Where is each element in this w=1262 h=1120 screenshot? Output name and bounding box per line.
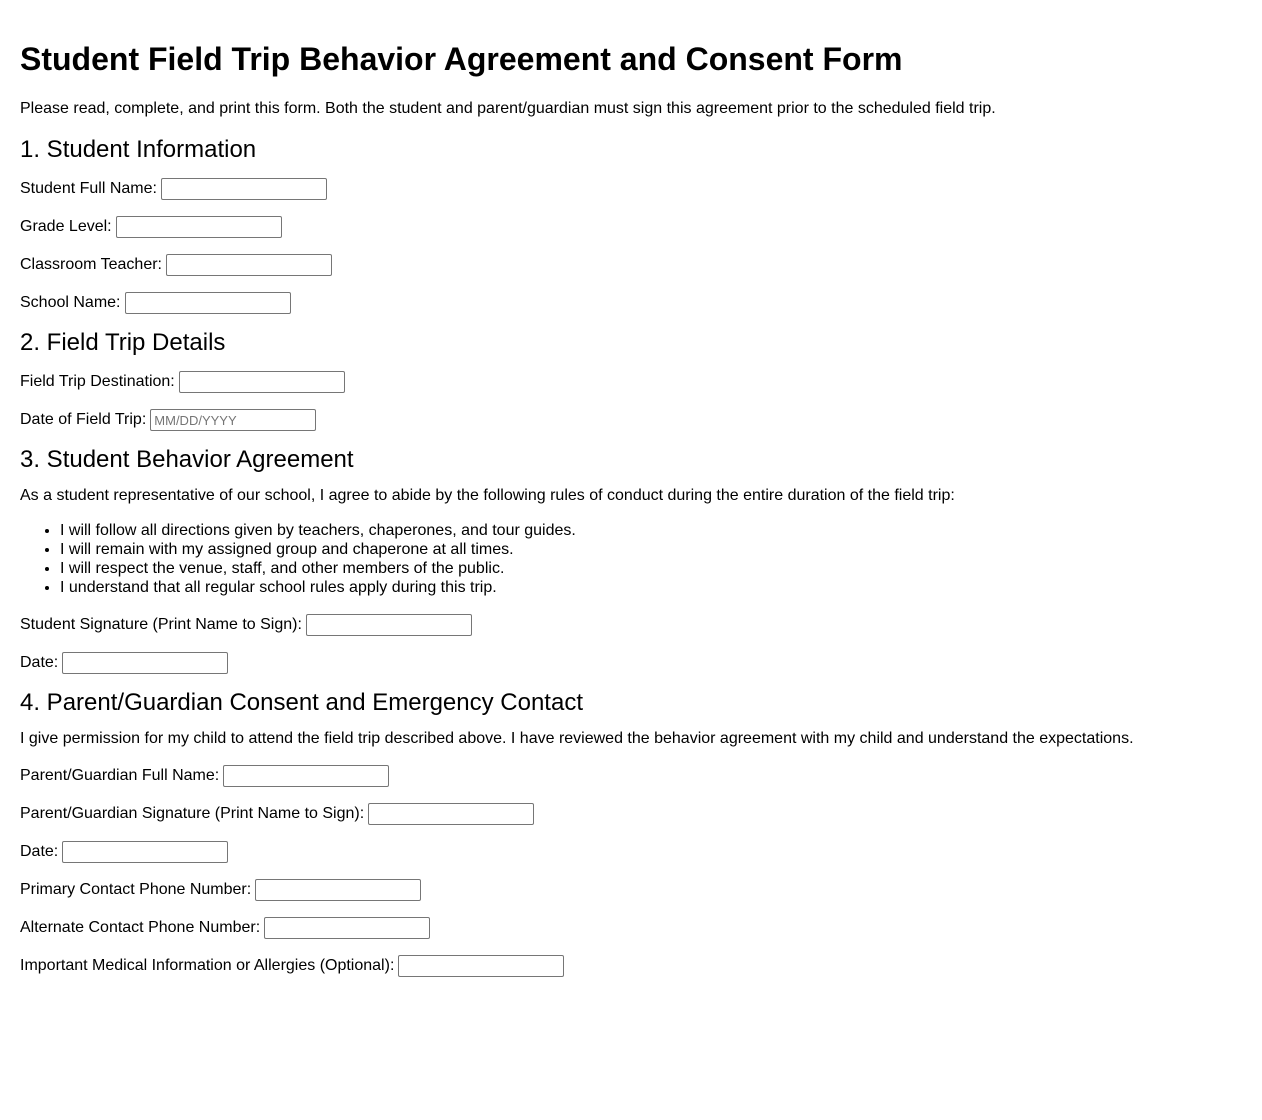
list-item: • I understand that all regular school rules apply during this trip. bbox=[60, 578, 1242, 597]
primary-phone-label: Primary Contact Phone Number: bbox=[20, 881, 252, 898]
alternate-phone-input[interactable] bbox=[264, 917, 430, 939]
list-item: • I will respect the venue, staff, and other members of the public. bbox=[60, 559, 1242, 578]
medical-info-row bbox=[20, 954, 1242, 978]
page-title: Student Field Trip Behavior Agreement and Consent Form bbox=[20, 41, 903, 77]
grade-level-row bbox=[20, 215, 1242, 239]
parent-date-input[interactable] bbox=[62, 841, 228, 863]
parent-name-input[interactable] bbox=[223, 765, 389, 787]
student-signature-row bbox=[20, 613, 1242, 637]
section-heading-student-information: 1. Student Information bbox=[20, 136, 257, 163]
parent-consent-text: I give permission for my child to attend the field trip described above. I have reviewed the behavior agreement with my child and understand the expectations. bbox=[20, 730, 1134, 747]
school-name-label: School Name: bbox=[20, 294, 121, 311]
trip-date-input[interactable] bbox=[150, 409, 316, 431]
destination-label: Field Trip Destination: bbox=[20, 373, 175, 390]
school-name-row bbox=[20, 291, 1242, 315]
field-trip-details-section bbox=[20, 329, 1242, 432]
primary-phone-input[interactable] bbox=[255, 879, 421, 901]
parent-consent-section bbox=[20, 689, 1242, 978]
trip-date-label: Date of Field Trip: bbox=[20, 411, 147, 428]
behavior-agreement-section bbox=[20, 446, 1242, 675]
list-item: • I will remain with my assigned group and chaperone at all times. bbox=[60, 540, 1242, 559]
student-signature-label: Student Signature (Print Name to Sign): bbox=[20, 616, 302, 633]
parent-signature-row bbox=[20, 802, 1242, 826]
student-name-label: Student Full Name: bbox=[20, 180, 157, 197]
parent-name-row bbox=[20, 764, 1242, 788]
alternate-phone-row bbox=[20, 916, 1242, 940]
student-signature-input[interactable] bbox=[306, 614, 472, 636]
destination-row bbox=[20, 370, 1242, 394]
intro-text: Please read, complete, and print this form. Both the student and parent/guardian must sign this agreement prior to the scheduled field trip. bbox=[20, 100, 996, 117]
grade-level-label: Grade Level: bbox=[20, 218, 112, 235]
parent-date-label: Date: bbox=[20, 843, 59, 860]
student-date-label: Date: bbox=[20, 654, 59, 671]
section-heading-field-trip-details: 2. Field Trip Details bbox=[20, 329, 226, 356]
parent-signature-label: Parent/Guardian Signature (Print Name to Sign): bbox=[20, 805, 365, 822]
grade-level-input[interactable] bbox=[116, 216, 282, 238]
student-date-row bbox=[20, 651, 1242, 675]
behavior-agreement-text: As a student representative of our school, I agree to abide by the following rules of conduct during the entire duration of the field trip: bbox=[20, 487, 955, 504]
medical-info-label: Important Medical Information or Allergies (Optional): bbox=[20, 957, 395, 974]
rules-list bbox=[20, 521, 1242, 597]
student-date-input[interactable] bbox=[62, 652, 228, 674]
section-heading-behavior-agreement: 3. Student Behavior Agreement bbox=[20, 446, 354, 473]
parent-name-label: Parent/Guardian Full Name: bbox=[20, 767, 220, 784]
classroom-teacher-row bbox=[20, 253, 1242, 277]
alternate-phone-label: Alternate Contact Phone Number: bbox=[20, 919, 261, 936]
primary-phone-row bbox=[20, 878, 1242, 902]
medical-info-input[interactable] bbox=[398, 955, 564, 977]
trip-date-row bbox=[20, 408, 1242, 432]
parent-date-row bbox=[20, 840, 1242, 864]
parent-signature-input[interactable] bbox=[368, 803, 534, 825]
list-item: • I will follow all directions given by teachers, chaperones, and tour guides. bbox=[60, 521, 1242, 540]
student-information-section bbox=[20, 136, 1242, 315]
classroom-teacher-label: Classroom Teacher: bbox=[20, 256, 162, 273]
section-heading-parent-consent: 4. Parent/Guardian Consent and Emergency Contact bbox=[20, 689, 583, 716]
classroom-teacher-input[interactable] bbox=[166, 254, 332, 276]
school-name-input[interactable] bbox=[125, 292, 291, 314]
destination-input[interactable] bbox=[179, 371, 345, 393]
student-name-row bbox=[20, 177, 1242, 201]
student-name-input[interactable] bbox=[161, 178, 327, 200]
